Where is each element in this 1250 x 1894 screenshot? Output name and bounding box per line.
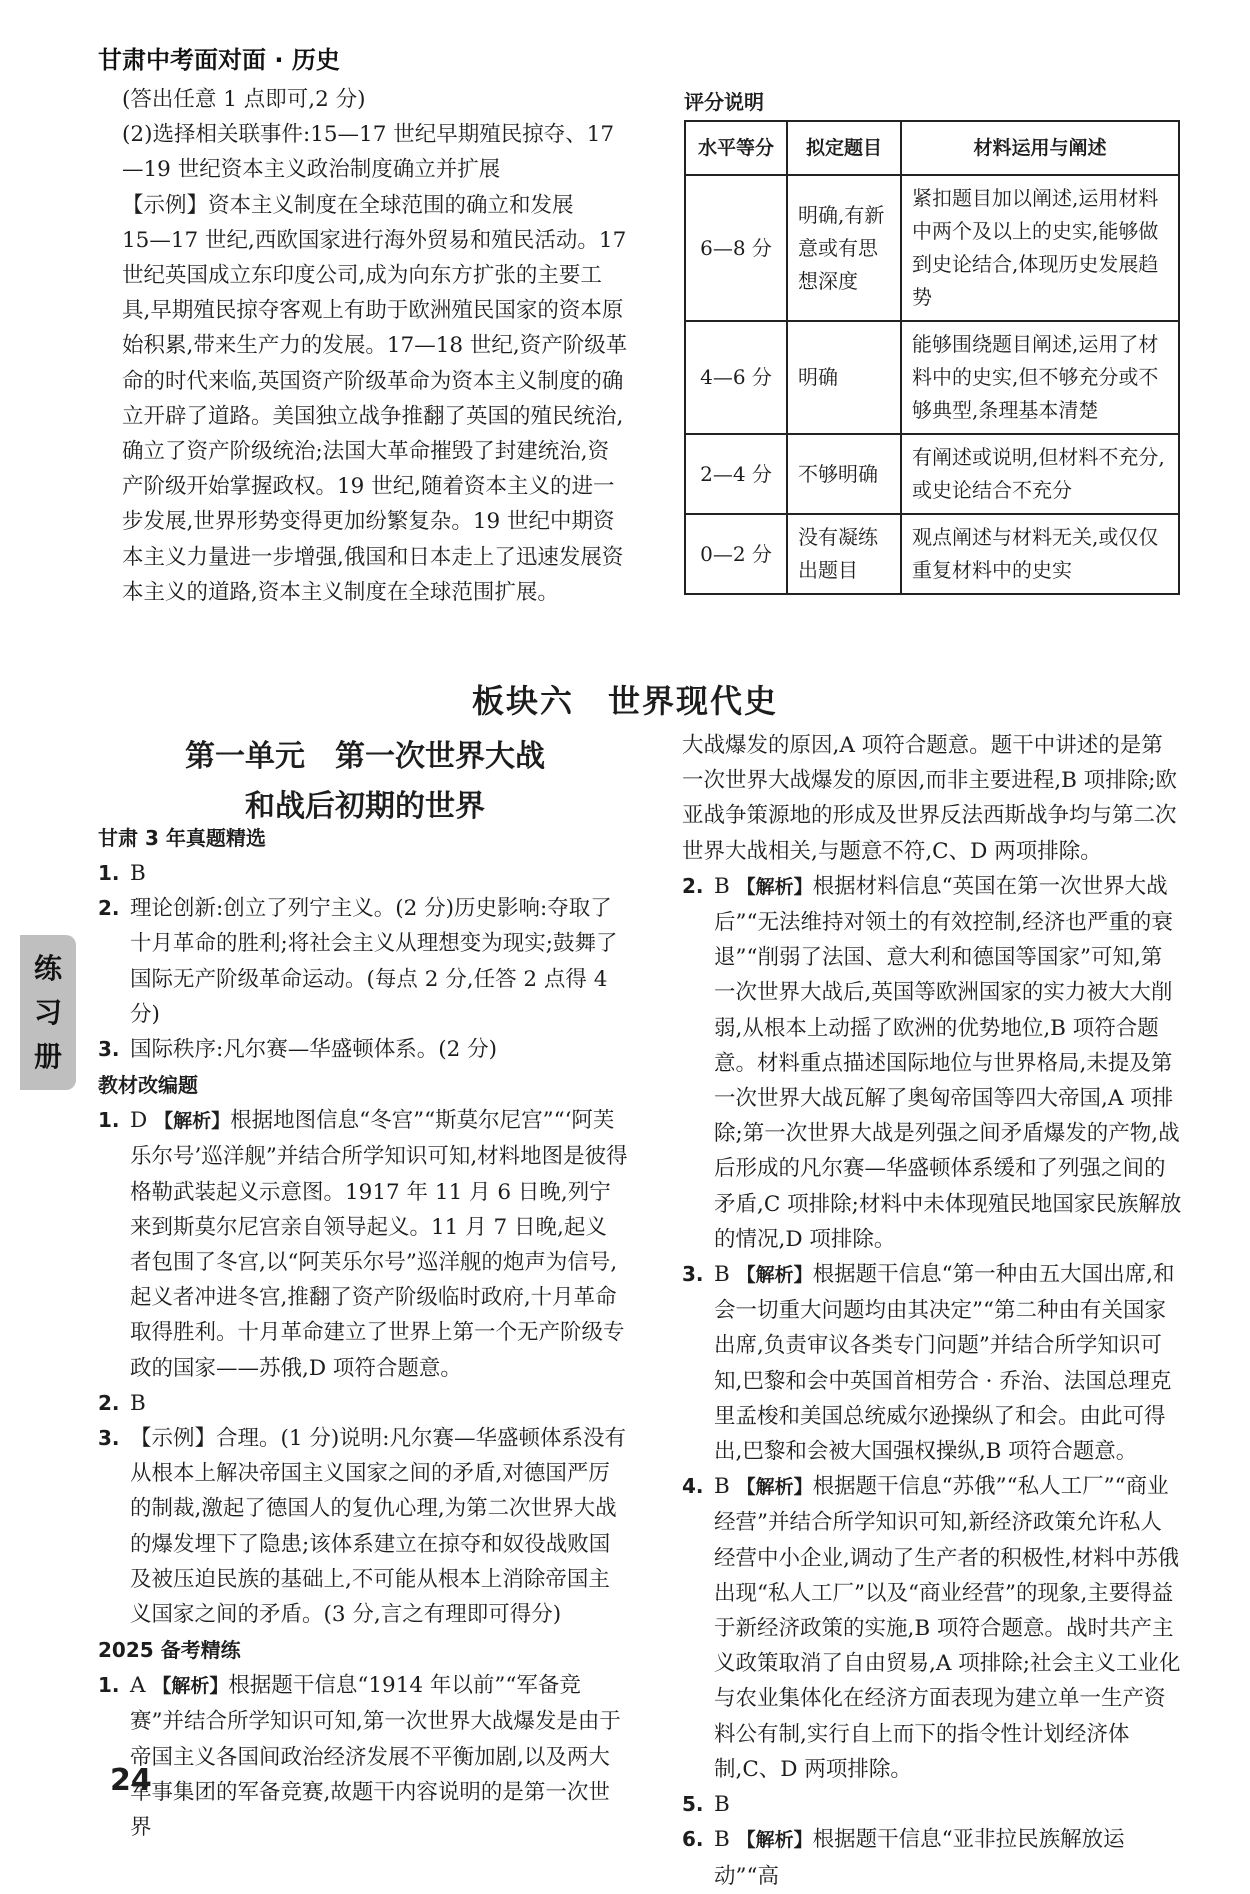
table-cell: 没有凝练出题目 — [787, 514, 901, 594]
item-text — [714, 1469, 1182, 1787]
analysis-text: 根据题干信息“苏俄”“私人工厂”“商业经营”并结合所学知识可知,新经济政策允许私人经营中小企业,调动了生产者的积极性,材料中苏俄出现“私人工厂”以及“商业经营”的现象,主要得益于新经济政策的实施,B 项符合题意。战时共产主义政策取消了自由贸易,A 项排除;社会主义工业化与农业集体化在经济方面表现为建立单一生产资料公有制,实行自上而下的指令性计划经济体制,C、D 两项排除。 — [714, 1474, 1181, 1782]
table-cell: 6—8 分 — [685, 175, 787, 321]
list-item — [98, 1032, 628, 1067]
unit-title-line: 和战后初期的世界 — [245, 789, 485, 824]
analysis-tag: 【解析】 — [736, 1264, 813, 1287]
item-text — [130, 1103, 628, 1386]
answer-letter: A — [130, 1673, 146, 1699]
table-cell: 不够明确 — [787, 434, 901, 514]
side-tab-char: 练 — [33, 951, 62, 985]
left-top-column — [122, 82, 630, 610]
list-item — [682, 1787, 1182, 1822]
item-number: 2. — [98, 1390, 120, 1415]
table-header: 水平等分 — [685, 121, 787, 175]
item-number: 3. — [98, 1037, 120, 1062]
page-number: 24 — [110, 1763, 152, 1798]
answer-letter: B — [714, 873, 730, 899]
list-item — [98, 856, 628, 891]
table-cell: 明确,有新意或有思想深度 — [787, 175, 901, 321]
item-text: 理论创新:创立了列宁主义。(2 分)历史影响:夺取了十月革命的胜利;将社会主义从理想变为现实;鼓舞了国际无产阶级革命运动。(每点 2 分,任答 2 点得 4 分) — [130, 896, 618, 1027]
subsection-heading: 甘肃 3 年真题精选 — [98, 826, 266, 850]
answer-letter: B — [714, 1474, 730, 1500]
scoring-title: 评分说明 — [684, 90, 764, 114]
list-item — [682, 1822, 1182, 1893]
item-text — [130, 1668, 628, 1845]
item-number: 3. — [98, 1426, 120, 1451]
item-text: B — [714, 1792, 730, 1818]
list-item — [682, 1469, 1182, 1787]
side-tab — [20, 935, 76, 1090]
table-row — [685, 514, 1179, 594]
table-cell: 明确 — [787, 321, 901, 434]
list-item — [98, 1103, 628, 1386]
item-text — [714, 1822, 1182, 1893]
item-number: 1. — [98, 1673, 120, 1698]
item-number: 2. — [682, 873, 704, 898]
answer-line: 【示例】资本主义制度在全球范围的确立和发展 — [122, 192, 574, 218]
list-item — [98, 1386, 628, 1421]
analysis-tag: 【解析】 — [736, 1829, 813, 1852]
item-text: 国际秩序:凡尔赛—华盛顿体系。(2 分) — [130, 1037, 498, 1063]
answer-paragraph: 15—17 世纪,西欧国家进行海外贸易和殖民活动。17 世纪英国成立东印度公司,成为向东方扩张的主要工具,早期殖民掠夺客观上有助于欧洲殖民国家的资本原始积累,带来生产力的发展。17—18 世纪,资产阶级革命的时代来临,英国资产阶级革命为资本主义制度的确立开辟了道路。美国独立战争推翻了英国的殖民统治,确立了资产阶级统治;法国大革命摧毁了封建统治,资产阶级开始掌握政权。19 世纪,随着资本主义的进一步发展,世界形势变得更加纷繁复杂。19 世纪中期资本主义力量进一步增强,俄国和日本走上了迅速发展资本主义的道路,资本主义制度在全球范围扩展。 — [122, 227, 628, 605]
answer-letter: B — [714, 1262, 730, 1288]
table-row — [685, 434, 1179, 514]
item-number: 5. — [682, 1792, 704, 1817]
answer-letter: B — [714, 1827, 730, 1853]
table-header-row — [685, 121, 1179, 175]
right-bottom-column — [682, 728, 1182, 1894]
item-number: 6. — [682, 1827, 704, 1852]
analysis-text: 根据题干信息“亚非拉民族解放运动”“高 — [714, 1827, 1125, 1889]
table-cell: 有阐述或说明,但材料不充分,或史论结合不充分 — [901, 434, 1179, 514]
unit-title — [100, 732, 630, 832]
item-text: 【示例】合理。(1 分)说明:凡尔赛—华盛顿体系没有从根本上解决帝国主义国家之间的矛盾,对德国严厉的制裁,激起了德国人的复仇心理,为第二次世界大战的爆发埋下了隐患;该体系建立在掠夺和奴役战败国及被压迫民族的基础上,不可能从根本上消除帝国主义国家之间的矛盾。(3 分,言之有理即可得分) — [130, 1426, 627, 1628]
table-header: 材料运用与阐述 — [901, 121, 1179, 175]
analysis-text: 根据题干信息“1914 年以前”“军备竞赛”并结合所学知识可知,第一次世界大战爆发是由于帝国主义各国间政治经济发展不平衡加剧,以及两大军事集团的军备竞赛,故题干内容说明的是第一次世界 — [130, 1673, 621, 1841]
subsection-heading: 2025 备考精练 — [98, 1638, 241, 1663]
analysis-tag: 【解析】 — [736, 875, 813, 898]
left-bottom-column — [98, 820, 628, 1845]
table-cell: 4—6 分 — [685, 321, 787, 434]
list-item — [98, 891, 628, 1032]
table-row — [685, 175, 1179, 321]
section-title: 板块六 世界现代史 — [471, 682, 778, 720]
analysis-tag: 【解析】 — [152, 1675, 229, 1698]
table-cell: 能够围绕题目阐述,运用了材料中的史实,但不够充分或不够典型,条理基本清楚 — [901, 321, 1179, 434]
item-text — [714, 869, 1182, 1257]
answer-line: (答出任意 1 点即可,2 分) — [122, 87, 366, 112]
item-number: 3. — [682, 1262, 704, 1287]
analysis-text: 根据材料信息“英国在第一次世界大战后”“无法维持对领土的有效控制,经济也严重的衰退”“削弱了法国、意大利和德国等国家”可知,第一次世界大战后,英国等欧洲国家的实力被大大削弱,从根本上动摇了欧洲的优势地位,B 项符合题意。材料重点描述国际地位与世界格局,未提及第一次世界大战瓦解了奥匈帝国等四大帝国,A 项排除;第一次世界大战是列强之间矛盾爆发的产物,战后形成的凡尔赛—华盛顿体系缓和了列强之间的矛盾,C 项排除;材料中未体现殖民地国家民族解放的情况,D 项排除。 — [714, 873, 1182, 1252]
answer-letter: D — [130, 1108, 148, 1134]
table-cell: 2—4 分 — [685, 434, 787, 514]
answer-line: (2)选择相关联事件:15—17 世纪早期殖民掠夺、17—19 世纪资本主义政治制度确立并扩展 — [122, 122, 615, 183]
item-number: 1. — [98, 861, 120, 885]
list-item — [682, 869, 1182, 1257]
item-number: 2. — [98, 896, 120, 921]
running-header: 甘肃中考面对面 · 历史 — [98, 46, 340, 74]
scoring-table — [684, 120, 1180, 595]
item-text: B — [130, 861, 146, 886]
item-number: 1. — [98, 1108, 120, 1133]
analysis-tag: 【解析】 — [154, 1110, 231, 1133]
item-number: 4. — [682, 1474, 704, 1499]
side-tab-char: 习 — [33, 995, 62, 1029]
unit-title-line: 第一单元 第一次世界大战 — [185, 739, 545, 774]
analysis-text: 根据地图信息“冬宫”“斯莫尔尼宫”“‘阿芙乐尔号’巡洋舰”并结合所学知识可知,材料地图是彼得格勒武装起义示意图。1917 年 11 月 6 日晚,列宁来到斯莫尔尼宫亲自领导起义。11 月 7 日晚,起义者包围了冬宫,以“阿芙乐尔号”巡洋舰的炮声为信号,起义者冲进冬宫,推翻了资产阶级临时政府,十月革命取得胜利。十月革命建立了世界上第一个无产阶级专政的国家——苏俄,D 项符合题意。 — [130, 1108, 628, 1381]
table-cell: 紧扣题目加以阐述,运用材料中两个及以上的史实,能够做到史论结合,体现历史发展趋势 — [901, 175, 1179, 321]
subsection-heading: 教材改编题 — [98, 1073, 198, 1098]
list-item — [682, 1257, 1182, 1469]
analysis-tag: 【解析】 — [736, 1476, 813, 1499]
side-tab-char: 册 — [33, 1039, 62, 1073]
continued-text: 大战爆发的原因,A 项符合题意。题干中讲述的是第一次世界大战爆发的原因,而非主要进程,B 项排除;欧亚战争策源地的形成及世界反法西斯战争均与第二次世界大战相关,与题意不符,C、D 两项排除。 — [682, 733, 1178, 864]
table-cell: 观点阐述与材料无关,或仅仅重复材料中的史实 — [901, 514, 1179, 594]
list-item — [98, 1668, 628, 1845]
table-header: 拟定题目 — [787, 121, 901, 175]
item-text — [714, 1257, 1182, 1469]
table-row — [685, 321, 1179, 434]
table-cell: 0—2 分 — [685, 514, 787, 594]
list-item — [98, 1421, 628, 1632]
item-text: B — [130, 1390, 146, 1416]
analysis-text: 根据题干信息“第一种由五大国出席,和会一切重大问题均由其决定”“第二种由有关国家出席,负责审议各类专门问题”并结合所学知识可知,巴黎和会中英国首相劳合 · 乔治、法国总理克里孟梭和美国总统威尔逊操纵了和会。由此可得出,巴黎和会被大国强权操纵,B 项符合题意。 — [714, 1262, 1175, 1465]
